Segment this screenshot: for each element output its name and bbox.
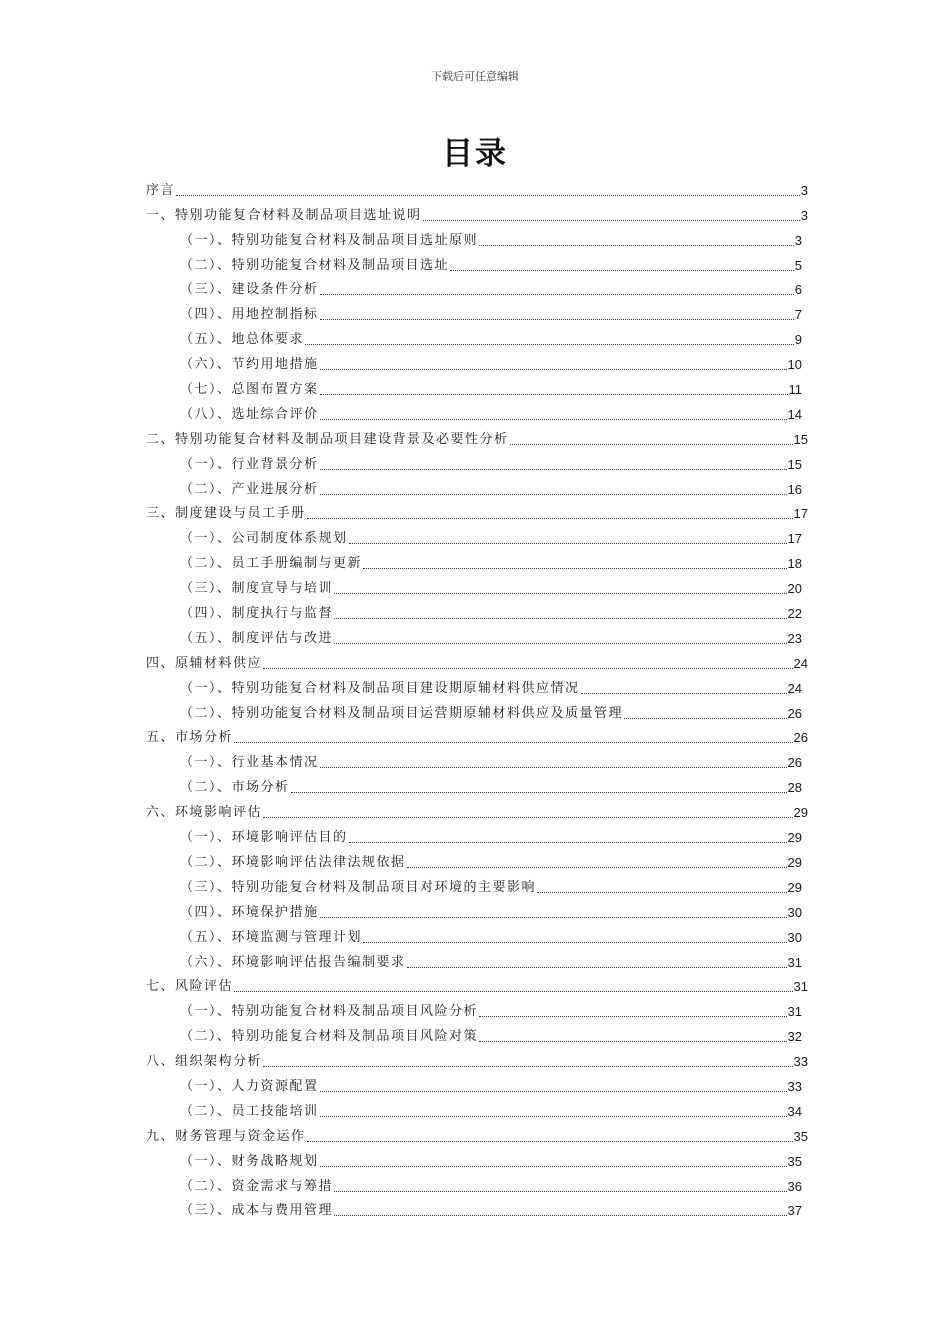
dot-leader — [263, 816, 793, 818]
toc-entry-title: （五）、制度评估与改进 — [180, 630, 334, 646]
toc-entry-title: （六）、节约用地措施 — [180, 357, 319, 373]
toc-entry-page: 16 — [787, 481, 802, 497]
toc-entry[interactable] — [146, 624, 802, 649]
toc-entry-page: 14 — [787, 406, 802, 422]
dot-leader — [581, 692, 787, 694]
toc-entry[interactable] — [146, 524, 802, 549]
toc-entry-title: （二）、市场分析 — [180, 780, 290, 796]
dot-leader — [320, 318, 794, 320]
dot-leader — [334, 1190, 787, 1192]
dot-leader — [307, 517, 793, 519]
toc-entry-title: （二）、特别功能复合材料及制品项目运营期原辅材料供应及质量管理 — [180, 705, 624, 721]
toc-entry-title: （一）、财务战略规划 — [180, 1153, 319, 1169]
toc-entry[interactable] — [146, 300, 802, 325]
toc-entry-title: 二、特别功能复合材料及制品项目建设背景及必要性分析 — [146, 431, 509, 447]
toc-entry-title: （一）、人力资源配置 — [180, 1078, 319, 1094]
toc-entry[interactable] — [146, 475, 802, 500]
toc-entry-page: 34 — [787, 1103, 802, 1119]
toc-entry-page: 3 — [794, 232, 802, 248]
toc-entry-title: （二）、特别功能复合材料及制品项目风险对策 — [180, 1029, 479, 1045]
dot-leader — [334, 592, 787, 594]
dot-leader — [263, 1065, 793, 1067]
toc-entry-title: （二）、员工技能培训 — [180, 1103, 319, 1119]
toc-entry-page: 24 — [787, 680, 802, 696]
toc-entry[interactable] — [146, 848, 802, 873]
toc-entry-title: （五）、地总体要求 — [180, 332, 305, 348]
toc-entry-title: （四）、制度执行与监督 — [180, 606, 334, 622]
toc-entry-page: 10 — [787, 357, 802, 373]
toc-entry[interactable] — [146, 500, 808, 525]
toc-entry[interactable] — [146, 226, 802, 251]
toc-entry-title: （一）、特别功能复合材料及制品项目建设期原辅材料供应情况 — [180, 680, 580, 696]
toc-entry[interactable] — [146, 325, 802, 350]
toc-entry-page: 26 — [793, 730, 808, 746]
dot-leader — [305, 343, 794, 345]
toc-entry-page: 33 — [787, 1078, 802, 1094]
dot-leader — [320, 293, 794, 295]
dot-leader — [349, 542, 787, 544]
dot-leader — [624, 717, 787, 719]
toc-entry[interactable] — [146, 773, 802, 798]
toc-entry-title: 序言 — [146, 182, 176, 198]
dot-leader — [320, 393, 788, 395]
toc-entry-page: 22 — [787, 606, 802, 622]
toc-entry-page: 28 — [787, 780, 802, 796]
toc-entry-page: 29 — [793, 805, 808, 821]
toc-entry[interactable] — [146, 375, 802, 400]
toc-entry-title: （三）、成本与费用管理 — [180, 1203, 334, 1219]
toc-entry[interactable] — [146, 276, 802, 301]
dot-leader — [320, 916, 787, 918]
dot-leader — [320, 493, 787, 495]
toc-entry[interactable] — [146, 176, 808, 201]
dot-leader — [307, 1140, 793, 1142]
toc-entry-page: 32 — [787, 1029, 802, 1045]
toc-entry-page: 23 — [787, 630, 802, 646]
toc-entry-page: 31 — [787, 954, 802, 970]
toc-entry-page: 31 — [787, 1004, 802, 1020]
toc-entry-page: 3 — [800, 207, 808, 223]
toc-entry-title: （二）、特别功能复合材料及制品项目选址 — [180, 257, 450, 273]
toc-entry[interactable] — [146, 1097, 802, 1122]
toc-entry-page: 33 — [793, 1054, 808, 1070]
toc-entry-title: （三）、特别功能复合材料及制品项目对环境的主要影响 — [180, 879, 537, 895]
toc-entry[interactable] — [146, 1022, 802, 1047]
dot-leader — [320, 1165, 787, 1167]
dot-leader — [363, 567, 787, 569]
toc-entry-title: 四、原辅材料供应 — [146, 655, 263, 671]
toc-entry[interactable] — [146, 674, 802, 699]
toc-entry[interactable] — [146, 574, 802, 599]
toc-entry[interactable] — [146, 724, 808, 749]
toc-entry-page: 6 — [794, 282, 802, 298]
toc-entry[interactable] — [146, 699, 802, 724]
toc-entry-page: 7 — [794, 307, 802, 323]
toc-entry-page: 9 — [794, 332, 802, 348]
toc-entry-page: 29 — [787, 879, 802, 895]
dot-leader — [407, 966, 787, 968]
page-header: 下载后可任意编辑 — [431, 70, 519, 83]
toc-entry-page: 5 — [794, 257, 802, 273]
toc-entry-page: 18 — [787, 556, 802, 572]
toc-entry[interactable] — [146, 898, 802, 923]
toc-entry-page: 20 — [787, 581, 802, 597]
toc-entry-title: （四）、环境保护措施 — [180, 904, 319, 920]
toc-entry[interactable] — [146, 425, 808, 450]
dot-leader — [320, 368, 787, 370]
dot-leader — [423, 219, 800, 221]
toc-entry-page: 24 — [793, 655, 808, 671]
toc-entry-title: （一）、特别功能复合材料及制品项目选址原则 — [180, 232, 479, 248]
toc-entry-page: 11 — [788, 382, 802, 398]
dot-leader — [363, 941, 787, 943]
dot-leader — [407, 866, 787, 868]
toc-entry-page: 35 — [787, 1153, 802, 1169]
toc-entry[interactable] — [146, 1147, 802, 1172]
toc-entry[interactable] — [146, 201, 808, 226]
dot-leader — [479, 1040, 787, 1042]
dot-leader — [479, 1015, 787, 1017]
toc-entry[interactable] — [146, 450, 802, 475]
toc-entry-title: 七、风险评估 — [146, 979, 234, 995]
toc-entry-title: （一）、环境影响评估目的 — [180, 830, 348, 846]
dot-leader — [320, 1090, 787, 1092]
toc-entry-title: 一、特别功能复合材料及制品项目选址说明 — [146, 207, 422, 223]
dot-leader — [234, 741, 793, 743]
table-of-contents — [146, 176, 808, 1221]
toc-entry-page: 30 — [787, 904, 802, 920]
toc-entry[interactable] — [146, 1122, 808, 1147]
toc-entry-title: （二）、环境影响评估法律法规依据 — [180, 854, 406, 870]
toc-entry[interactable] — [146, 549, 802, 574]
toc-entry[interactable] — [146, 251, 802, 276]
toc-entry[interactable] — [146, 798, 808, 823]
toc-entry-title: （三）、制度宣导与培训 — [180, 581, 334, 597]
toc-entry[interactable] — [146, 649, 808, 674]
dot-leader — [234, 990, 793, 992]
page-title: 目录 — [442, 136, 508, 172]
dot-leader — [263, 667, 793, 669]
toc-entry[interactable] — [146, 1172, 802, 1197]
toc-entry-page: 37 — [787, 1203, 802, 1219]
toc-entry-page: 31 — [793, 979, 808, 995]
toc-entry-title: （七）、总图布置方案 — [180, 382, 319, 398]
toc-entry-page: 26 — [787, 705, 802, 721]
dot-leader — [291, 791, 787, 793]
dot-leader — [349, 841, 787, 843]
toc-entry-page: 36 — [787, 1178, 802, 1194]
toc-entry-title: 三、制度建设与员工手册 — [146, 506, 306, 522]
toc-entry-page: 29 — [787, 854, 802, 870]
toc-entry-title: 八、组织架构分析 — [146, 1054, 263, 1070]
toc-entry[interactable] — [146, 599, 802, 624]
toc-entry[interactable] — [146, 748, 802, 773]
toc-entry-page: 15 — [787, 456, 802, 472]
toc-entry-page: 17 — [793, 506, 808, 522]
toc-entry[interactable] — [146, 1197, 802, 1222]
toc-entry-page: 17 — [787, 531, 802, 547]
toc-entry-title: 六、环境影响评估 — [146, 805, 263, 821]
toc-entry-page: 26 — [787, 755, 802, 771]
toc-entry-title: （四）、用地控制指标 — [180, 307, 319, 323]
toc-entry-title: （一）、特别功能复合材料及制品项目风险分析 — [180, 1004, 479, 1020]
toc-entry-title: （五）、环境监测与管理计划 — [180, 929, 363, 945]
dot-leader — [320, 468, 787, 470]
toc-entry-title: （一）、公司制度体系规划 — [180, 531, 348, 547]
toc-entry[interactable] — [146, 873, 802, 898]
dot-leader — [176, 194, 800, 196]
toc-entry[interactable] — [146, 1072, 802, 1097]
toc-entry-page: 30 — [787, 929, 802, 945]
toc-entry-page: 29 — [787, 830, 802, 846]
dot-leader — [334, 1214, 787, 1216]
dot-leader — [510, 443, 793, 445]
toc-entry-title: （六）、环境影响评估报告编制要求 — [180, 954, 406, 970]
dot-leader — [320, 766, 787, 768]
toc-entry-title: （一）、行业基本情况 — [180, 755, 319, 771]
toc-entry-title: 五、市场分析 — [146, 730, 234, 746]
toc-entry-title: 九、财务管理与资金运作 — [146, 1128, 306, 1144]
toc-entry-title: （八）、选址综合评价 — [180, 406, 319, 422]
toc-entry[interactable] — [146, 973, 808, 998]
toc-entry[interactable] — [146, 997, 802, 1022]
toc-entry[interactable] — [146, 823, 802, 848]
toc-entry-page: 35 — [793, 1128, 808, 1144]
toc-entry[interactable] — [146, 948, 802, 973]
toc-entry-title: （二）、产业进展分析 — [180, 481, 319, 497]
toc-entry-title: （二）、资金需求与筹措 — [180, 1178, 334, 1194]
dot-leader — [320, 1115, 787, 1117]
toc-entry[interactable] — [146, 923, 802, 948]
dot-leader — [334, 617, 787, 619]
dot-leader — [334, 642, 787, 644]
toc-entry-title: （一）、行业背景分析 — [180, 456, 319, 472]
toc-entry-page: 3 — [800, 182, 808, 198]
toc-entry[interactable] — [146, 1047, 808, 1072]
toc-entry[interactable] — [146, 350, 802, 375]
toc-entry-title: （三）、建设条件分析 — [180, 282, 319, 298]
dot-leader — [450, 269, 794, 271]
dot-leader — [537, 891, 787, 893]
toc-entry-title: （二）、员工手册编制与更新 — [180, 556, 363, 572]
toc-entry-page: 15 — [793, 431, 808, 447]
dot-leader — [320, 418, 787, 420]
toc-entry[interactable] — [146, 400, 802, 425]
dot-leader — [479, 244, 794, 246]
